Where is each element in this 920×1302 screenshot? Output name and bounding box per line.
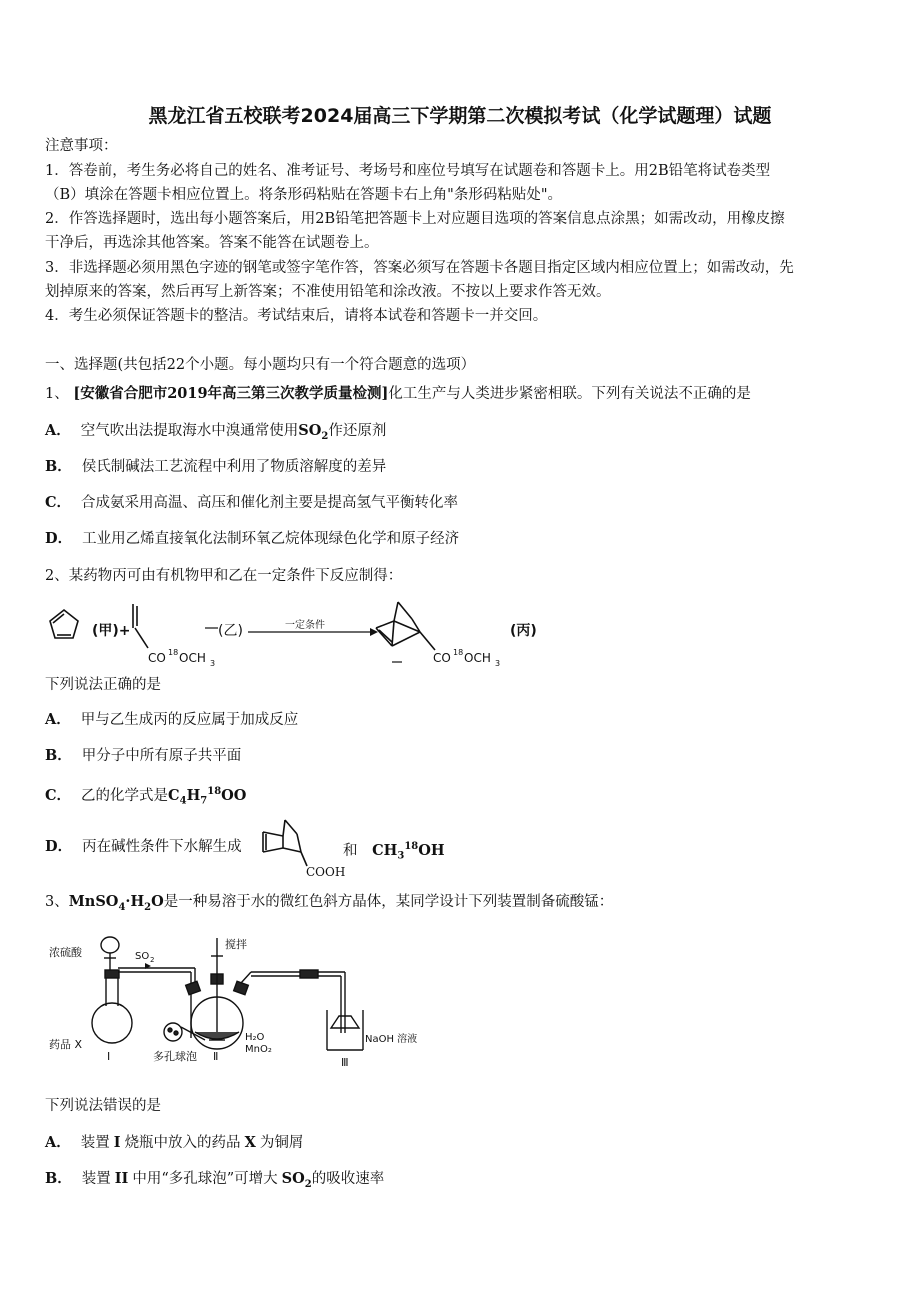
section-heading: 一、选择题(共包括22个小题。每小题均只有一个符合题意的选项）	[45, 357, 476, 373]
product-ester-sub-3: 3	[495, 659, 501, 668]
acrylate-structure	[133, 604, 148, 648]
option-label: D．	[45, 530, 73, 547]
option-label: B．	[45, 1170, 72, 1187]
notice-line: 划掉原来的答案，然后再写上新答案；不准使用铅笔和涂改液。不按以上要求作答无效。	[45, 284, 611, 300]
option-text: 甲分子中所有原子共平面	[81, 748, 242, 764]
option-label: A．	[45, 1134, 71, 1151]
label-naoh: NaOH 溶液	[365, 1034, 418, 1045]
subscript: 2	[321, 430, 329, 442]
chem-formula: I	[113, 1134, 121, 1151]
label-so2: SO	[135, 951, 150, 962]
notice-line: 4．考生必须保证答题卡的整洁。考试结束后，请将本试卷和答题卡一并交回。	[45, 308, 548, 324]
q1-option-b	[45, 457, 885, 477]
chem-formula: CH	[372, 841, 398, 859]
chem-formula: SO	[281, 1170, 305, 1187]
q1-source: [安徽省合肥市2019年高三第三次教学质量检测]	[73, 385, 389, 402]
option-label: C．	[45, 494, 72, 511]
q3-text: 是一种易溶于水的微红色斜方晶体，某同学设计下列装置制备硫酸锰：	[163, 894, 614, 910]
ester-co: CO	[148, 651, 166, 665]
q1-stem	[45, 384, 885, 404]
ester-och: OCH	[179, 651, 206, 665]
label-mno2: MnO₂	[245, 1044, 272, 1055]
chem-formula: H	[186, 786, 201, 804]
q3-stem	[45, 892, 885, 918]
subscript: 2	[304, 1178, 312, 1190]
chem-formula: O	[151, 893, 164, 910]
option-text: 中用“多孔球泡”可增大	[132, 1171, 278, 1187]
q1-option-d	[45, 529, 885, 549]
option-label: A．	[45, 422, 71, 439]
subscript: 7	[200, 795, 208, 807]
reactant-jia-label: (甲)+	[92, 623, 131, 639]
norbornene-structure	[376, 602, 435, 650]
label-stir: 搅拌	[225, 938, 247, 951]
label-iii: Ⅲ	[341, 1056, 349, 1069]
q2-lead: 下列说法正确的是	[45, 677, 161, 693]
notice-line: （B）填涂在答题卡相应位置上。将条形码粘贴在答题卡右上角"条形码粘贴处"。	[45, 187, 562, 203]
product-ester-isotope: 18	[453, 648, 464, 657]
label-so2-sub: 2	[150, 956, 155, 964]
q1-option-a	[45, 421, 885, 447]
q3-option-b	[45, 1169, 885, 1195]
cyclopentadiene-structure	[50, 610, 78, 638]
superscript: 18	[207, 786, 222, 797]
q3-lead: 下列说法错误的是	[45, 1098, 161, 1114]
chem-formula: SO	[298, 422, 322, 439]
product-ester-och: OCH	[464, 651, 491, 665]
option-text: 丙在碱性条件下水解生成	[82, 839, 242, 855]
label-ii: Ⅱ	[213, 1050, 219, 1063]
option-label: A．	[45, 711, 71, 728]
option-label: B．	[45, 458, 72, 475]
chem-formula: ·H	[125, 893, 145, 910]
option-text: 为铜屑	[259, 1135, 304, 1151]
cooh-label: COOH	[306, 865, 345, 878]
subscript: 2	[144, 901, 152, 913]
chem-formula: MnSO	[68, 893, 119, 910]
option-text: 甲与乙生成丙的反应属于加成反应	[80, 712, 299, 728]
subscript: 4	[118, 901, 126, 913]
chem-formula: OO	[221, 786, 247, 804]
option-label: C．	[45, 786, 72, 804]
option-text: 空气吹出法提取海水中溴通常使用	[80, 423, 299, 439]
q3-number: 3、	[45, 894, 69, 910]
page-title: 黑龙江省五校联考2024届高三下学期第二次模拟考试（化学试题理）试题	[148, 105, 772, 127]
subscript: 4	[179, 795, 187, 807]
q2-stem: 2、某药物丙可由有机物甲和乙在一定条件下反应制得：	[45, 568, 403, 584]
notice-heading: 注意事项：	[45, 138, 118, 154]
reaction-scheme	[40, 592, 560, 674]
chem-formula: C	[168, 786, 180, 804]
ester-isotope: 18	[168, 648, 179, 657]
notice-line: 干净后，再选涂其他答案。答案不能答在试题卷上。	[45, 235, 379, 251]
norbornene-acid-structure	[255, 818, 345, 878]
option-text: 工业用乙烯直接氧化法制环氧乙烷体现绿色化学和原子经济	[82, 531, 460, 547]
label-drug-x: 药品 X	[49, 1038, 83, 1051]
subscript: 3	[397, 850, 405, 862]
product-bing-label: (丙)	[510, 623, 537, 639]
q1-option-c	[45, 493, 885, 513]
option-text: 装置	[80, 1135, 110, 1151]
q2-option-c	[45, 782, 885, 812]
option-text: 合成氨采用高温、高压和催化剂主要是提高氢气平衡转化率	[81, 495, 459, 511]
notice-line: 1．答卷前，考生务必将自己的姓名、准考证号、考场号和座位号填写在试题卷和答题卡上。用2B铅笔将试卷类型	[45, 163, 771, 179]
label-h2o: H₂O	[245, 1032, 265, 1043]
option-text: 的吸收速率	[311, 1171, 385, 1187]
option-text: 烧瓶中放入的药品	[124, 1135, 241, 1151]
superscript: 18	[404, 841, 419, 852]
option-label: B．	[45, 747, 72, 764]
option-text: 侯氏制碱法工艺流程中利用了物质溶解度的差异	[81, 459, 387, 475]
chem-formula: OH	[418, 841, 445, 859]
notice-line: 3．非选择题必须用黑色字迹的钢笔或签字笔作答，答案必须写在答题卡各题目指定区域内相应位置上；如需改动，先	[45, 260, 794, 276]
notice-line: 2．作答选择题时，选出每小题答案后，用2B铅笔把答题卡上对应题目选项的答案信息点涂黑；如需改动，用橡皮擦	[45, 211, 785, 227]
q1-number: 1、	[45, 386, 69, 402]
label-bulb: 多孔球泡	[153, 1050, 197, 1063]
q1-text: 化工生产与人类进步紧密相联。下列有关说法不正确的是	[388, 386, 751, 402]
reactant-yi-label: (乙)	[218, 623, 243, 639]
label-conc-acid: 浓硫酸	[49, 946, 82, 959]
option-label: D．	[45, 838, 73, 855]
option-text: 装置	[81, 1171, 111, 1187]
q2-option-d-tail	[343, 837, 543, 867]
q3-option-a	[45, 1133, 885, 1153]
reaction-condition: 一定条件	[285, 620, 325, 631]
chem-formula: II	[114, 1170, 129, 1187]
option-text: 乙的化学式是	[81, 787, 169, 804]
option-text: 和	[343, 842, 358, 859]
apparatus-diagram	[45, 928, 445, 1073]
ester-sub-3: 3	[210, 659, 216, 668]
q2-option-a	[45, 710, 885, 730]
label-i: Ⅰ	[107, 1050, 111, 1063]
q2-option-b	[45, 746, 885, 766]
product-ester-co: CO	[433, 651, 451, 665]
option-text: 作还原剂	[328, 423, 387, 439]
chem-formula: X	[244, 1134, 256, 1151]
